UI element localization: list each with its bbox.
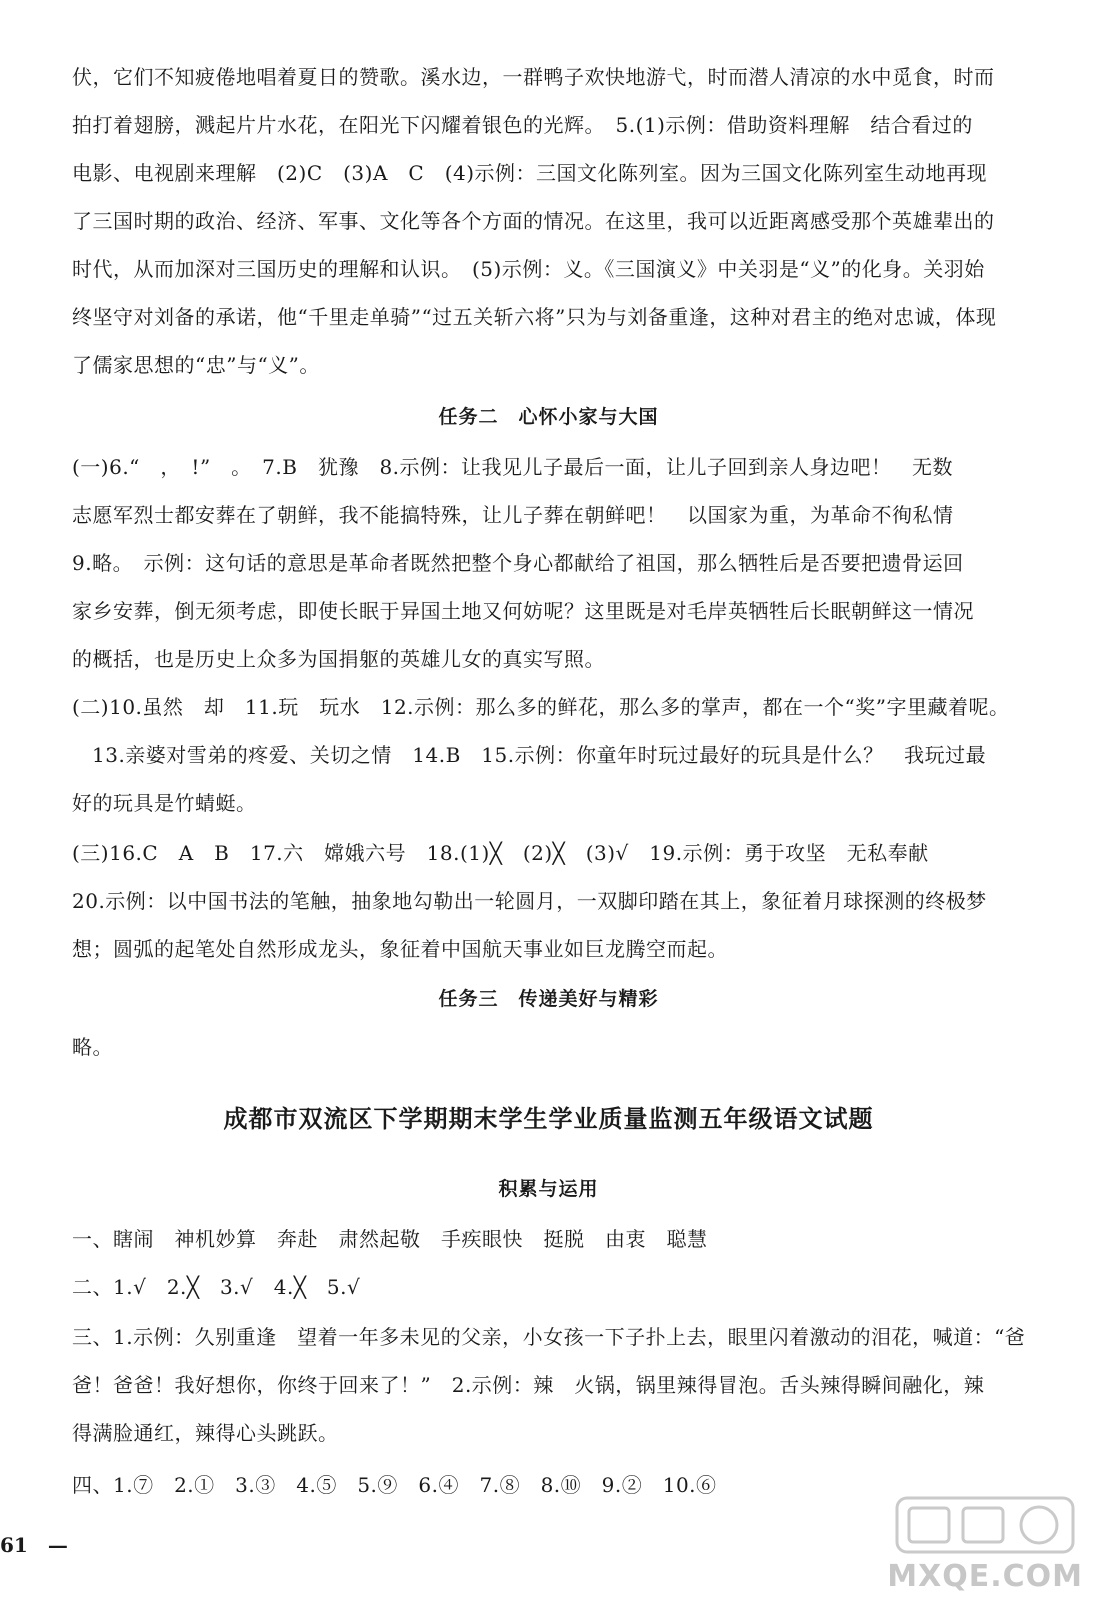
text-line: 的概括，也是历史上众多为国捐躯的英雄儿女的真实写照。 [72,647,605,671]
text-line: 家乡安葬，倒无须考虑，即使长眠于异国土地又何妨呢？这里既是对毛岸英牺牲后长眠朝鲜这一情况 [72,599,974,623]
section-heading-task3: 任务三 传递美好与精彩 [438,988,659,1010]
text-line: 二、1.√ 2.╳ 3.√ 4.╳ 5.√ [72,1275,361,1299]
text-line: 略。 [72,1035,113,1059]
watermark [887,1494,1087,1594]
text-line: 时代，从而加深对三国历史的理解和认识。 (5)示例：义。《三国演义》中关羽是“义”的化身。关羽始 [72,257,985,281]
page-number: 61 — [0,1533,68,1557]
section-heading-task2: 任务二 心怀小家与大国 [438,406,659,428]
text-line: 得满脸通红，辣得心头跳跃。 [72,1421,339,1445]
text-line: 了三国时期的政治、经济、军事、文化等各个方面的情况。在这里，我可以近距离感受那个英雄辈出的 [72,209,995,233]
answer-stamp-icon [895,1494,1075,1556]
text-line: 四、1.⑦ 2.① 3.③ 4.⑤ 5.⑨ 6.④ 7.⑧ 8.⑩ 9.② 10.⑥ [72,1473,717,1497]
text-line: 好的玩具是竹蜻蜓。 [72,791,257,815]
exam-title: 成都市双流区下学期期末学生学业质量监测五年级语文试题 [223,1105,874,1133]
text-line: (一)6.“ ， !” 。 7.B 犹豫 8.示例：让我见儿子最后一面，让儿子回到亲人身边吧！ 无数 [72,455,954,479]
text-line: 拍打着翅膀，溅起片片水花，在阳光下闪耀着银色的光辉。 5.(1)示例：借助资料理解 结合看过的 [72,113,973,137]
text-line: 9.略。 示例：这句话的意思是革命者既然把整个身心都献给了祖国，那么牺牲后是否要把遗骨运回 [72,551,964,575]
text-line: 爸！爸爸！我好想你，你终于回来了！” 2.示例：辣 火锅，锅里辣得冒泡。舌头辣得瞬间融化，辣 [72,1373,985,1397]
text-line: 终坚守对刘备的承诺，他“千里走单骑”“过五关斩六将”只为与刘备重逢，这种对君主的绝对忠诚，体现 [72,305,997,329]
text-line: 一、瞎闹 神机妙算 奔赴 肃然起敬 手疾眼快 挺脱 由衷 聪慧 [72,1227,708,1251]
text-line: 了儒家思想的“忠”与“义”。 [72,353,320,377]
text-line: 想；圆弧的起笔处自然形成龙头，象征着中国航天事业如巨龙腾空而起。 [72,937,728,961]
text-line: (二)10.虽然 却 11.玩 玩水 12.示例：那么多的鲜花，那么多的掌声，都在一个“奖”字里藏着呢。 [72,695,1010,719]
text-line: 13.亲婆对雪弟的疼爱、关切之情 14.B 15.示例：你童年时玩过最好的玩具是什么？ 我玩过最 [92,743,987,767]
text-line: 志愿军烈士都安葬在了朝鲜，我不能搞特殊，让儿子葬在朝鲜吧！ 以国家为重，为革命不徇私情 [72,503,954,527]
section-heading-accumulation: 积累与运用 [498,1178,599,1200]
text-line: 三、1.示例：久别重逢 望着一年多未见的父亲，小女孩一下子扑上去，眼里闪着激动的泪花，喊道：“爸 [72,1325,1026,1349]
text-line: 伏，它们不知疲倦地唱着夏日的赞歌。溪水边，一群鸭子欢快地游弋，时而潜人清凉的水中觅食，时而 [72,65,995,89]
text-line: 20.示例：以中国书法的笔触，抽象地勾勒出一轮圆月，一双脚印踏在其上，象征着月球探测的终极梦 [72,889,987,913]
watermark-text: MXQE.COM [887,1559,1083,1594]
text-line: 电影、电视剧来理解 (2)C (3)A C (4)示例：三国文化陈列室。因为三国文化陈列室生动地再现 [72,161,988,185]
text-line: (三)16.C A B 17.六 嫦娥六号 18.(1)╳ (2)╳ (3)√ 19.示例：勇于攻坚 无私奉献 [72,841,929,865]
